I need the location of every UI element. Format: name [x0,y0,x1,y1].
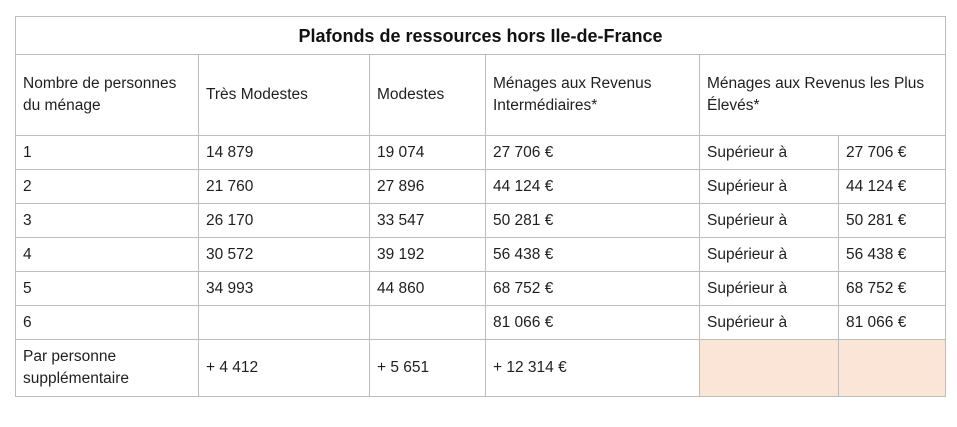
cell-tres-modestes: 21 760 [199,170,370,204]
cell-plus-eleves: 27 706 € [839,136,946,170]
table-row [16,306,946,340]
title-row [16,17,946,55]
cell-tres-modestes: 34 993 [199,272,370,306]
cell-tres-modestes: 26 170 [199,204,370,238]
cell-intermediaires: 44 124 € [486,170,700,204]
footer-intermediaires: + 12 314 € [486,340,700,397]
cell-modestes: 39 192 [370,238,486,272]
footer-label: Par personne supplémentaire [16,340,199,397]
cell-plus-eleves: 56 438 € [839,238,946,272]
cell-superieur-label: Supérieur à [700,238,839,272]
cell-intermediaires: 27 706 € [486,136,700,170]
header-plus-eleves: Ménages aux Revenus les Plus Élevés* [700,55,946,136]
ressources-table [15,16,946,397]
shaded-empty-cell [839,340,946,397]
cell-intermediaires: 81 066 € [486,306,700,340]
header-tres-modestes: Très Modestes [199,55,370,136]
footer-modestes: + 5 651 [370,340,486,397]
cell-nombre: 3 [16,204,199,238]
cell-modestes: 19 074 [370,136,486,170]
cell-plus-eleves: 68 752 € [839,272,946,306]
cell-intermediaires: 56 438 € [486,238,700,272]
table-row [16,204,946,238]
cell-modestes: 44 860 [370,272,486,306]
cell-modestes [370,306,486,340]
cell-nombre: 1 [16,136,199,170]
header-nombre-personnes: Nombre de personnes du ménage [16,55,199,136]
cell-plus-eleves: 44 124 € [839,170,946,204]
cell-superieur-label: Supérieur à [700,170,839,204]
footer-row [16,340,946,397]
cell-nombre: 5 [16,272,199,306]
cell-nombre: 6 [16,306,199,340]
cell-superieur-label: Supérieur à [700,136,839,170]
table-row [16,238,946,272]
footer-tres-modestes: + 4 412 [199,340,370,397]
table-row [16,272,946,306]
table-row [16,136,946,170]
shaded-empty-cell [700,340,839,397]
cell-plus-eleves: 50 281 € [839,204,946,238]
header-row [16,55,946,136]
cell-superieur-label: Supérieur à [700,272,839,306]
table-title: Plafonds de ressources hors Ile-de-France [16,17,946,55]
cell-intermediaires: 68 752 € [486,272,700,306]
cell-nombre: 4 [16,238,199,272]
cell-nombre: 2 [16,170,199,204]
cell-modestes: 33 547 [370,204,486,238]
cell-superieur-label: Supérieur à [700,306,839,340]
cell-tres-modestes [199,306,370,340]
cell-intermediaires: 50 281 € [486,204,700,238]
cell-tres-modestes: 14 879 [199,136,370,170]
cell-modestes: 27 896 [370,170,486,204]
cell-plus-eleves: 81 066 € [839,306,946,340]
cell-tres-modestes: 30 572 [199,238,370,272]
table-row [16,170,946,204]
header-modestes: Modestes [370,55,486,136]
header-intermediaires: Ménages aux Revenus Intermédiaires* [486,55,700,136]
cell-superieur-label: Supérieur à [700,204,839,238]
